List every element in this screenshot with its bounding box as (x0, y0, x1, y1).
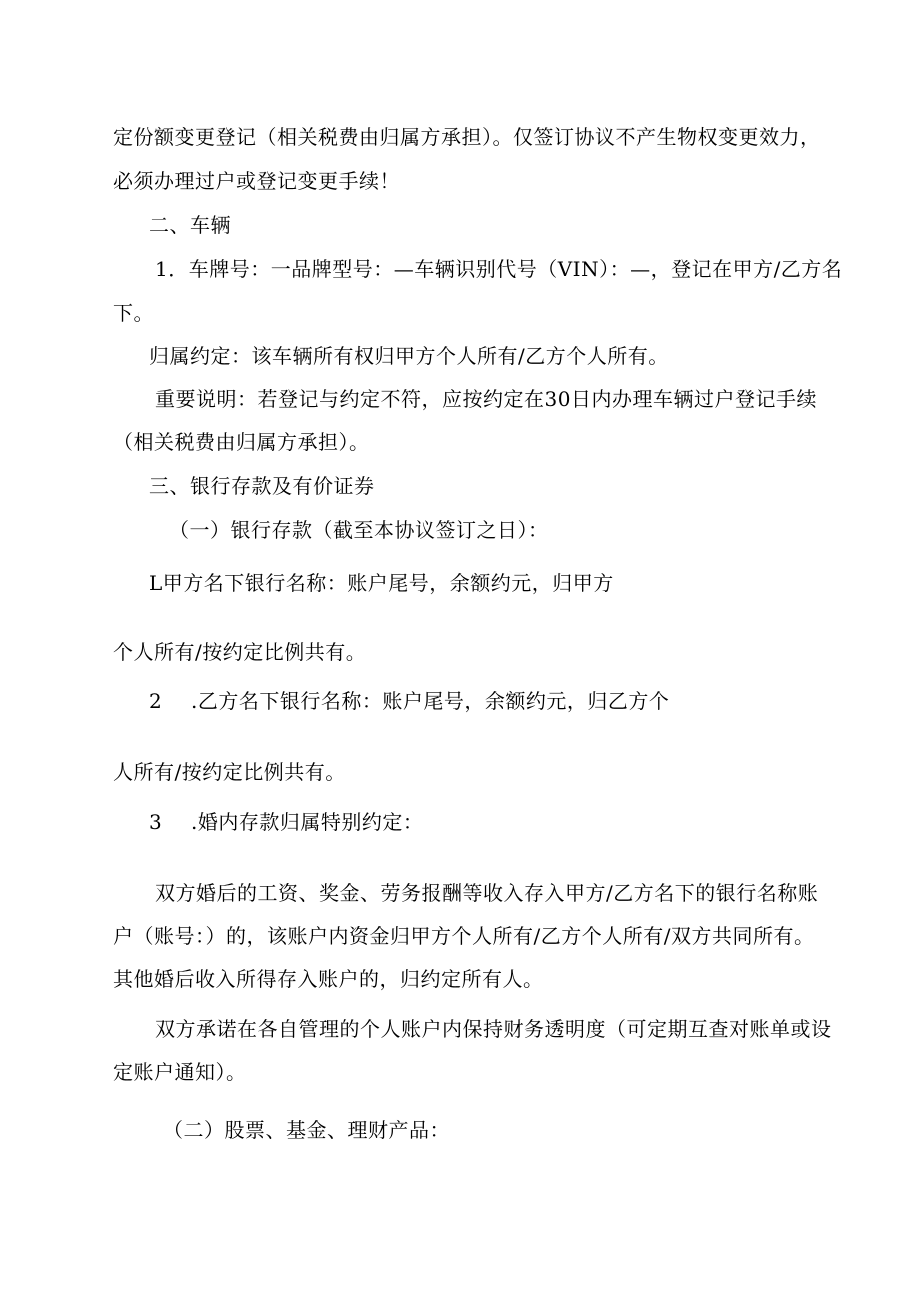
text-line-7: 重要说明：若登记与约定不符，应按约定在30日内办理车辆过户登记手续 (155, 387, 817, 411)
text-line-13 (149, 688, 669, 714)
list-text-3: .婚内存款归属特别约定： (191, 810, 424, 834)
list-text-2: .乙方名下银行名称：账户尾号，余额约元，归乙方个 (191, 689, 670, 713)
subsection-heading-deposits: （一）银行存款（截至本协议签订之日）： (169, 518, 549, 542)
list-number-2: 2 (149, 689, 163, 713)
text-line-20: 定账户通知）。 (113, 1060, 247, 1084)
subsection-heading-securities: （二）股票、基金、理财产品： (163, 1118, 450, 1142)
text-line-11: L甲方名下银行名称：账户尾号，余额约元，归甲方 (149, 571, 614, 595)
section-heading-vehicle: 二、车辆 (149, 213, 231, 237)
text-line-8: （相关税费由归属方承担）。 (113, 430, 370, 454)
text-line-18: 其他婚后收入所得存入账户的，归约定所有人。 (113, 967, 544, 991)
text-line-19: 双方承诺在各自管理的个人账户内保持财务透明度（可定期互查对账单或设 (155, 1017, 832, 1041)
text-line-6: 归属约定：该车辆所有权归甲方个人所有/乙方个人所有。 (149, 344, 669, 368)
text-line-16: 双方婚后的工资、奖金、劳务报酬等收入存入甲方/乙方名下的银行名称账 (155, 881, 819, 905)
section-heading-bank: 三、银行存款及有价证券 (149, 474, 375, 498)
text-line-5: 下。 (113, 301, 154, 325)
text-line-1: 定份额变更登记（相关税费由归属方承担）。仅签订协议不产生物权变更效力， (113, 125, 821, 149)
text-line-2: 必须办理过户或登记变更手续！ (113, 169, 400, 193)
text-line-17: 户（账号：）的，该账户内资金归甲方个人所有/乙方个人所有/双方共同所有。 (113, 924, 815, 948)
text-line-4: 1．车牌号：一品牌型号：—车辆识别代号（VIN）：—，登记在甲方/乙方名 (155, 257, 843, 281)
text-line-12: 个人所有/按约定比例共有。 (113, 640, 367, 664)
list-number-3: 3 (149, 810, 163, 834)
text-line-14: 人所有/按约定比例共有。 (113, 760, 346, 784)
text-line-15 (149, 809, 423, 835)
